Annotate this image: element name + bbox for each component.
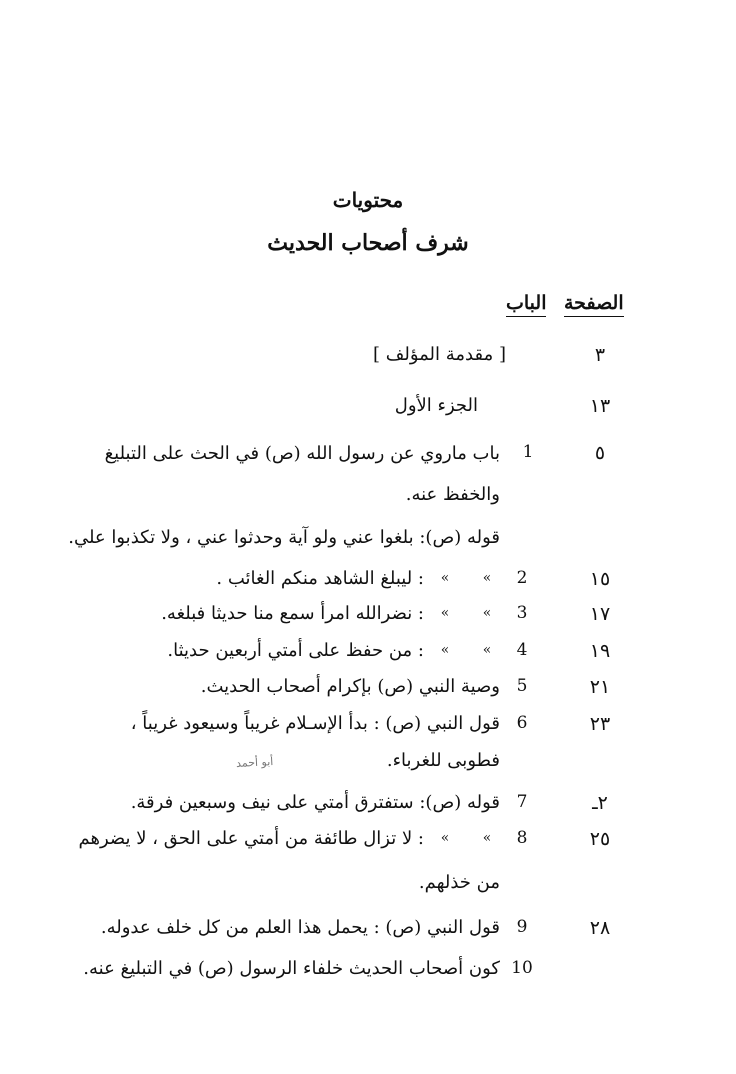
toc-entry-ch8-line2: من خذلهم. <box>418 872 500 893</box>
toc-entry-ch1-line3: قوله (ص): بلغوا عني ولو آية وحدثوا عني ، ولا تكذبوا علي. <box>68 527 500 548</box>
toc-entry-ch1-line2: والخفظ عنه. <box>405 484 500 505</box>
column-header-chapter: الباب <box>506 292 546 317</box>
toc-entry-ch9: قول النبي (ص) : يحمل هذا العلم من كل خلف عدوله. <box>100 917 500 938</box>
page-title: محتويات <box>332 188 404 212</box>
toc-entry-ch4: : من حفظ على أمتي أربعين حديثا. <box>167 640 424 661</box>
toc-number-ch3: 3 <box>516 603 528 623</box>
toc-number-ch6: 6 <box>516 713 528 733</box>
toc-number-ch7: 7 <box>516 792 528 812</box>
column-header-page: الصفحة <box>564 292 624 317</box>
toc-page-part: ١٣ <box>589 395 611 417</box>
toc-number-ch4: 4 <box>516 640 528 660</box>
toc-number-ch5: 5 <box>516 676 528 696</box>
ditto-mark: » <box>482 642 492 658</box>
handwritten-note: أبو أحمد <box>235 755 274 770</box>
toc-entry-ch6-line1: قول النبي (ص) : بدأ الإسـلام غريباً وسيعود غريباً ، <box>130 713 500 734</box>
ditto-mark: » <box>440 642 450 658</box>
ditto-mark: » <box>440 570 450 586</box>
toc-entry-part: الجزء الأول <box>394 395 478 416</box>
ditto-mark: » <box>440 830 450 846</box>
toc-entry-ch5: وصية النبي (ص) بإكرام أصحاب الحديث. <box>200 676 500 697</box>
ditto-mark: » <box>482 605 492 621</box>
toc-number-ch10: 10 <box>511 958 533 978</box>
toc-entry-ch8-line1: : لا تزال طائفة من أمتي على الحق ، لا يضرهم <box>78 828 424 849</box>
toc-entry-ch2: : ليبلغ الشاهد منكم الغائب . <box>216 568 424 589</box>
toc-entry-ch1-line1: باب ماروي عن رسول الله (ص) في الحث على التبليغ <box>104 443 500 464</box>
toc-page-ch8: ٢٥ <box>589 828 611 850</box>
toc-entry-intro: [ مقدمة المؤلف ] <box>372 344 506 365</box>
toc-page-ch2: ١٥ <box>589 568 611 590</box>
toc-page-ch9: ٢٨ <box>589 917 611 939</box>
toc-entry-ch6-line2: فطوبى للغرباء. <box>386 750 500 771</box>
toc-page-ch7: ٢ـ <box>592 792 608 814</box>
toc-number-ch9: 9 <box>516 917 528 937</box>
toc-page-ch1: ٥ <box>594 442 606 464</box>
toc-entry-ch7: قوله (ص): ستفترق أمتي على نيف وسبعين فرقة. <box>130 792 500 813</box>
toc-entry-ch10: كون أصحاب الحديث خلفاء الرسول (ص) في التبليغ عنه. <box>83 958 500 979</box>
toc-number-ch2: 2 <box>516 568 528 588</box>
toc-page-intro: ٣ <box>594 344 606 366</box>
ditto-mark: » <box>440 605 450 621</box>
toc-number-ch8: 8 <box>516 828 528 848</box>
toc-entry-ch3: : نضرالله امرأ سمع منا حديثا فبلغه. <box>161 603 424 624</box>
toc-page-ch6: ٢٣ <box>589 713 611 735</box>
ditto-mark: » <box>482 830 492 846</box>
page-subtitle: شرف أصحاب الحديث <box>267 230 469 256</box>
toc-page-ch4: ١٩ <box>589 640 611 662</box>
toc-number-ch1: 1 <box>522 442 534 462</box>
toc-page-ch3: ١٧ <box>589 603 611 625</box>
ditto-mark: » <box>482 570 492 586</box>
toc-page-ch5: ٢١ <box>589 676 611 698</box>
